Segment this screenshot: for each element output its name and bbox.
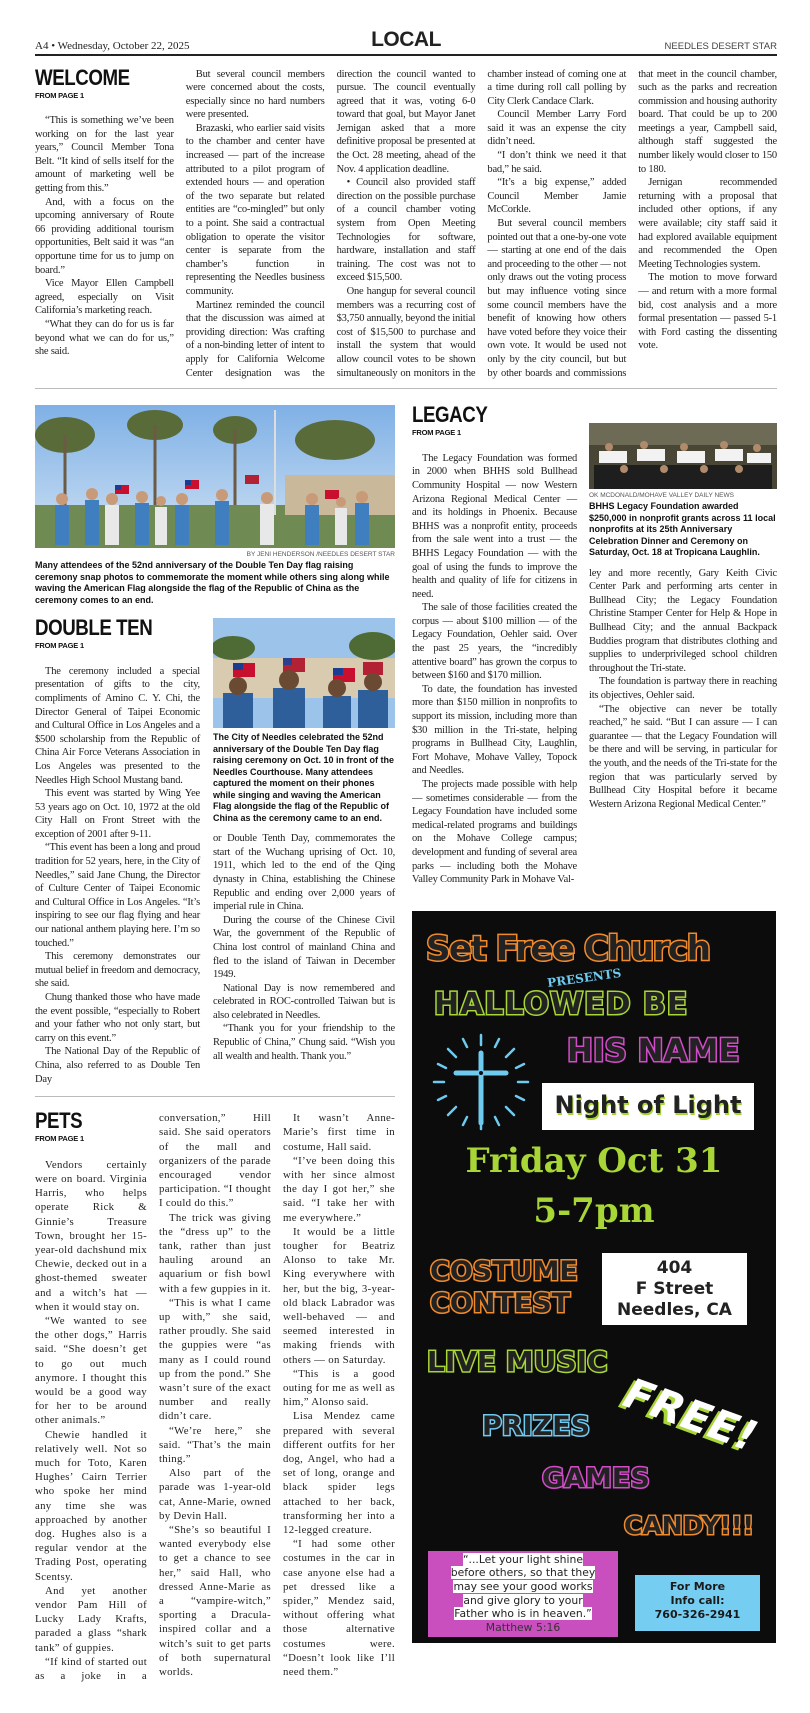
paragraph: “The objective can never be totally reached,” he said. “But I can assure — I can guarantee — that the Legacy Foundation will be there and will be serving, in particular for the youth, and the needs of the Tri-state for the region that was particularly served by Bullhead City Hospital before it became Western Arizona Regional Medical Center.” — [589, 703, 777, 810]
paragraph: “This event has been a long and proud tradition for 52 years, here, in the City of Needles,” said Jane Chung, the Director of Culture Center of Taipei Economic and Cultural Office in Los Angeles. “It’s inspiring to see our flag flying and hear our national anthem playing here. I’m so touched.” — [35, 842, 200, 949]
paragraph: Lisa Mendez came prepared with several different outfits for her dog, Angel, who had a set of long, orange and black spider legs attached to her back, transforming her into a 12-legged creature. — [283, 1410, 395, 1537]
quote-line: before others, so that they — [450, 1566, 596, 1580]
paragraph: The National Day of the Republic of China, also referred to as Double Ten Day — [35, 1046, 200, 1085]
paragraph: Jernigan recommended returning with a proposal that included other options, if any were available; city staff said it had explored available equipment and recommended the Open Meeting Technologies system. — [638, 177, 777, 270]
paragraph: “If kind of started out as a joke in a conversation,” Hill said. She said operators of the mall and organizers of the parade encouraged vendor participation. “I thought I could do this.” — [35, 1112, 271, 1683]
story-kicker: PETS — [35, 1108, 83, 1134]
photo-credit: OK MCDONALD/MOHAVE VALLEY DAILY NEWS — [589, 492, 734, 500]
ad-games: GAMES — [542, 1462, 650, 1494]
left-column — [35, 405, 395, 1683]
paragraph: During the course of the Chinese Civil War, the government of the Republic of China lost control of mainland China and fled to the island of Taiwan in December 1949. — [213, 914, 395, 981]
address-line: 404 — [656, 1257, 693, 1278]
phone-number: 760-326-2941 — [654, 1607, 741, 1621]
story-kicker: LEGACY — [412, 402, 488, 428]
section-divider — [35, 388, 777, 389]
paragraph: The projects made possible with help — sometimes considerable — from the Legacy Foundation have included some medical-related programs and buildings on the Mohave College campus; development and funding of several area parks — including both the Mohave Valley Community Park in Mohave Val- — [412, 779, 577, 886]
paragraph: The Legacy Foundation was formed in 2000 when BHHS sold Bullhead Community Hospital — now Western Arizona Regional Medical Center — and its holdings in Phoenix. Because BHHS was a nonprofit entity, proceeds from the sale went into a trust — the BHHS Legacy Foundation — with the goal of using the funds to improve the health and quality of life for citizens in need. — [412, 452, 577, 600]
story-kicker: WELCOME — [35, 64, 130, 90]
paragraph: “I don’t think we need it that bad,” he said. — [487, 150, 627, 175]
from-page-label: FROM PAGE 1 — [35, 90, 84, 100]
paragraph: One hangup for several council members was a recurring cost of $3,750 annually, beyond the initial cost of $15,500 to purchase and install the system that would allow council votes to be shown simultaneously on monitors in the chamber instead of coming one at a time during roll call polling by City Clerk Candace Clark. — [336, 68, 627, 379]
paragraph: • Council also provided staff direction on the possible purchase of a council chamber voting system from Open Meeting Technologies for software, hardware, installation and staff training. The cost was not to exceed $15,500. — [336, 177, 476, 284]
paragraph: Vice Mayor Ellen Campbell agreed, especially on Visit California’s marketing reach. — [35, 278, 174, 317]
lower-section — [35, 402, 777, 1683]
newspaper-page — [35, 0, 777, 1713]
paragraph: Vendors certainly were on board. Virginia Harris, who helps operate Rick & Ginnie’s Treasure Town, brought her 15-year-old dachshund mix Chewie, decked out in a ghost-themed sweater and a witch’s hat — when it would stay on. — [35, 1158, 147, 1313]
double-ten-photo — [213, 618, 395, 728]
paragraph: It wasn’t Anne-Marie’s first time in costume, Hall said. — [283, 1112, 395, 1153]
paragraph: “What they can do for us is far beyond what we can do for us,” she said. — [35, 319, 174, 358]
address-line: Needles, CA — [617, 1299, 732, 1320]
paragraph: “We wanted to see the other dogs,” Harris said. “She doesn’t get to go out much anymore. I thought this would be a good way for her to be around other animals.” — [35, 1314, 147, 1427]
info-line: Info call: — [670, 1593, 725, 1607]
paragraph: Also part of the parade was 1-year-old cat, Anne-Marie, owned by Devin Hall. — [159, 1467, 271, 1522]
quote-line: Father who is in heaven.” — [454, 1607, 592, 1621]
paper-name: NEEDLES DESERT STAR — [664, 41, 777, 52]
ad-his-name: HIS NAME — [567, 1032, 740, 1069]
ad-church-name: Set Free Church — [426, 928, 710, 969]
paragraph: The ceremony included a special presentation of gifts to the city, compliments of Amino C. Y. Chi, the Director General of Taipei Economic and Cultural Office in Los Angeles and a $500 scholarship from the Republic of China Air Force Veterans Association in Los Angeles was presented to the Needles High School Mustang band. — [35, 665, 200, 786]
info-line: For More — [669, 1579, 726, 1593]
paragraph: or Double Tenth Day, commemorates the start of the Wuchang uprising of Oct. 10, 1911, which led to the end of the Qing dynasty in China, establishing the Chinese Republic and ending over 2,000 years of imperial rule in China. — [213, 833, 395, 913]
ad-contest: CONTEST — [430, 1287, 571, 1319]
legacy-story-col1 — [412, 402, 577, 887]
bottom-margin — [35, 1683, 777, 1713]
paragraph: Brazaski, who earlier said visits to the chamber and center have increased — part of the increase attributed to a pilot program of extended hours — and operation of the two separate but related entities are “co-mingled” but only to a point. She said a contractual obligation to operate the visitor center is separate from the chamber’s function in representing the Needles business community. — [185, 122, 325, 297]
paragraph: “Thank you for your friendship to the Republic of China,” Chung said. “Wish you all wealth and health. Thank you.” — [213, 1023, 395, 1062]
paragraph: And yet another vendor Pam Hill of Lucky Lady Krafts, paraded a glass “shark tank” of guppies. — [35, 1584, 147, 1654]
flag-ceremony-photo — [35, 405, 395, 548]
page-header — [35, 28, 777, 52]
paragraph: “This is what I came up with,” she said, rather proudly. She said the guppies were “as many as I could round up from the pond.” She wasn’t sure of the exact number and really didn’t care. — [159, 1296, 271, 1423]
ad-night-of-light: Night of Light — [554, 1090, 742, 1119]
from-page-label: FROM PAGE 1 — [412, 428, 461, 438]
ad-candy: CANDY!!! — [624, 1510, 754, 1540]
double-ten-story-col2 — [213, 618, 395, 1086]
paragraph: “I’ve been doing this with her since almost the day I got her,” she said. “I take her with me everywhere.” — [283, 1154, 395, 1224]
pets-story — [35, 1108, 395, 1683]
paragraph: This event was started by Wing Yee 53 years ago on Oct. 10, 1972 at the old City Hall on Front Street with the exception of 2001 after 9-11. — [35, 788, 200, 840]
page-folio: A4 • Wednesday, October 22, 2025 — [35, 40, 190, 52]
ad-scripture-quote — [428, 1553, 618, 1635]
legacy-photo-caption: BHHS Legacy Foundation awarded $250,000 in nonprofit grants across 11 local nonprofits at its 25th Anniversary Celebration Dinner and Ceremony on Saturday, Oct. 18 at Tropicana Laughlin. — [589, 501, 776, 558]
paragraph: The foundation is partway there in reaching its objectives, Oehler said. — [589, 676, 777, 701]
paragraph: The motion to move forward — and return with a more formal bid, cost analysis and a more formal presentation — passed 5-1 with Ford casting the dissenting vote. — [638, 272, 777, 352]
quote-line: may see your good works — [453, 1579, 593, 1593]
paragraph: To date, the foundation has invested more than $150 million in nonprofits to support its mission, including more than $30 million in the Tri-state, helping programs in Bullhead City, Laughlin, Fort Mohave, Mohave Valley, Topock and Needles. — [412, 683, 577, 777]
legacy-continued-text — [589, 567, 777, 812]
header-rule — [35, 54, 777, 56]
radiant-cross-icon — [432, 1033, 530, 1131]
paragraph: But several council members pointed out that a one-by-one vote — starting at one end of the dais and proceeding to the other — not only draws out the voting process but may influence voting since some council members have the benefit of knowing how others have voted before they voice their own vote. It would be used not only by the city council, but but by other boards and commissions that meet in the council chamber, such as the parks and recreation commission and housing authority board. That could be up to 200 meetings a year, Campbell said, although staff suggested the number likely would closer to 150 to 180. — [487, 68, 777, 379]
welcome-story — [35, 64, 777, 381]
church-event-advertisement — [412, 911, 776, 1643]
quote-line: and give glory to your — [463, 1593, 583, 1607]
paragraph: But several council members were concerned about the costs, especially since no hard numbers were presented. — [185, 68, 325, 121]
paragraph: “This is something we’ve been working on for the last year years,” Council Member Tona Belt. “It kind of sells itself for the amount of marketing well be getting from this.” — [35, 115, 174, 195]
double-ten-story — [35, 615, 395, 1086]
ad-hallowed-be: HALLOWED BE — [434, 986, 689, 1022]
paragraph: Chewie handled it relatively well. Not so much for Toto, Karen Hughes’ Cairn Terrier who spoke her mind any time she was approached by another dog. Hughes also is a regular vendor at the Trading Post, operating Scentsy. — [35, 1428, 147, 1583]
double-ten-story-col1 — [35, 615, 200, 1086]
ad-contact-info — [635, 1580, 760, 1622]
from-page-label: FROM PAGE 1 — [35, 641, 84, 651]
ad-address — [602, 1258, 747, 1321]
from-page-label: FROM PAGE 1 — [35, 1134, 84, 1144]
paragraph: The trick was giving the “dress up” to the tank, rather than just hauling around an aquarium or fish bowl with a few guppies in it. — [159, 1211, 271, 1295]
paragraph: And, with a focus on the upcoming anniversary of Route 66 providing additional tourism opportunities, Belt said it was “an opportune time for us to jump on board.” — [35, 196, 174, 276]
double-ten-continued-text — [213, 832, 395, 1063]
paragraph: It would be a little tougher for Beatriz Alonso to take Mr. King everywhere with her, but the big, 3-year-old black Labrador was well-behaved — and seemed interested in making friends with others — on Saturday. — [283, 1225, 395, 1366]
right-column — [412, 402, 777, 1683]
ad-live-music: LIVE MUSIC — [427, 1344, 608, 1378]
paragraph: “This is a good outing for me as well as him,” Alonso said. — [283, 1367, 395, 1409]
section-divider — [35, 1096, 395, 1097]
double-ten-photo-caption: The City of Needles celebrated the 52nd anniversary of the Double Ten Day flag raising ceremony on Oct. 10 in front of the Needles Courthouse. Many attendees captured the moment on their phones while singing and waving the American Flag alongside the flag of the Republic of China as the ceremony came to an end. — [213, 732, 395, 823]
paragraph: National Day is now remembered and celebrated in ROC-controlled Taiwan but is also celebrated in Needles. — [213, 982, 395, 1021]
story-kicker: DOUBLE TEN — [35, 615, 153, 641]
ad-presents: PRESENTS — [546, 965, 623, 990]
legacy-story-col2 — [589, 405, 777, 887]
ad-costume: COSTUME — [430, 1255, 578, 1287]
legacy-story — [412, 402, 777, 887]
photo-caption: Many attendees of the 52nd anniversary of the Double Ten Day flag raising ceremony snap photos to commemorate the moment while others sing along while waving the American Flag alongside the flag of the Republic of China as the ceremony comes to an end. — [35, 560, 390, 605]
paragraph: ley and more recently, Gary Keith Civic Center Park and performing arts center in Bullhead City; the Legacy Foundation Christine Stamper Center for Help & Hope in Bullhead City; and the annual Backpack Buddies program that distributes clothing and supplies to underprivileged school children throughout the Tri-state. — [589, 567, 777, 674]
quote-line: “...Let your light shine — [462, 1552, 584, 1566]
ad-free: FREE! — [617, 1367, 764, 1461]
section-title: LOCAL — [371, 28, 441, 51]
paragraph: “It’s a big expense,” added Council Member Jamie McCorkle. — [487, 177, 627, 216]
legacy-foundation-photo — [589, 423, 777, 489]
paragraph: This ceremony demonstrates our mutual belief in freedom and democracy, she said. — [35, 951, 200, 990]
paragraph: “She’s so beautiful I wanted everybody else to get a chance to see her,” said Hall, who dressed Anne-Marie as a “vampire-witch,” sporting a Dracula-inspired collar and a witch’s suit to get parts of both supernatural worlds. — [159, 1524, 271, 1679]
photo-credit: BY JENI HENDERSON /NEEDLES DESERT STAR — [246, 551, 395, 559]
paragraph: Council Member Larry Ford said it was an expense the city didn’t need. — [487, 109, 627, 148]
paragraph: Martinez reminded the council that the discussion was aimed at providing direction: Was crafting of a non-binding letter of intent to apply for California Welcome Center designation was the direction the council wanted to pursue. The council eventually agreed that it was, voting 6-0 toward that goal, but Mayor Janet Jernigan asked that a more definitive proposal be presented at the Oct. 28 meeting, ahead of the Nov. 4 application deadline. — [185, 68, 476, 379]
paragraph: Chung thanked those who have made the event possible, “especially to Robert and your father who not only start, but carry on this event.” — [35, 992, 200, 1044]
ad-prizes: PRIZES — [482, 1410, 591, 1442]
paragraph: “I had some other costumes in the car in case anyone else had a pet dressed like a spider,” Mendez said, without offering what those alternative costumes were. “Doesn’t look like I’ll need them.” — [283, 1538, 395, 1679]
address-line: F Street — [635, 1278, 714, 1299]
scripture-reference: Matthew 5:16 — [485, 1620, 561, 1634]
paragraph: The sale of those facilities created the corpus — about $100 million — of the Legacy Foundation, Oehler said. Over the past 25 years, the “incredibly attentive board” has grown the corpus to between $160 and $170 million. — [412, 602, 577, 682]
paragraph: “We’re here,” she said. “That’s the main thing.” — [159, 1424, 271, 1466]
ad-event-time: 5-7pm — [533, 1190, 655, 1231]
ad-event-date: Friday Oct 31 — [465, 1140, 723, 1181]
